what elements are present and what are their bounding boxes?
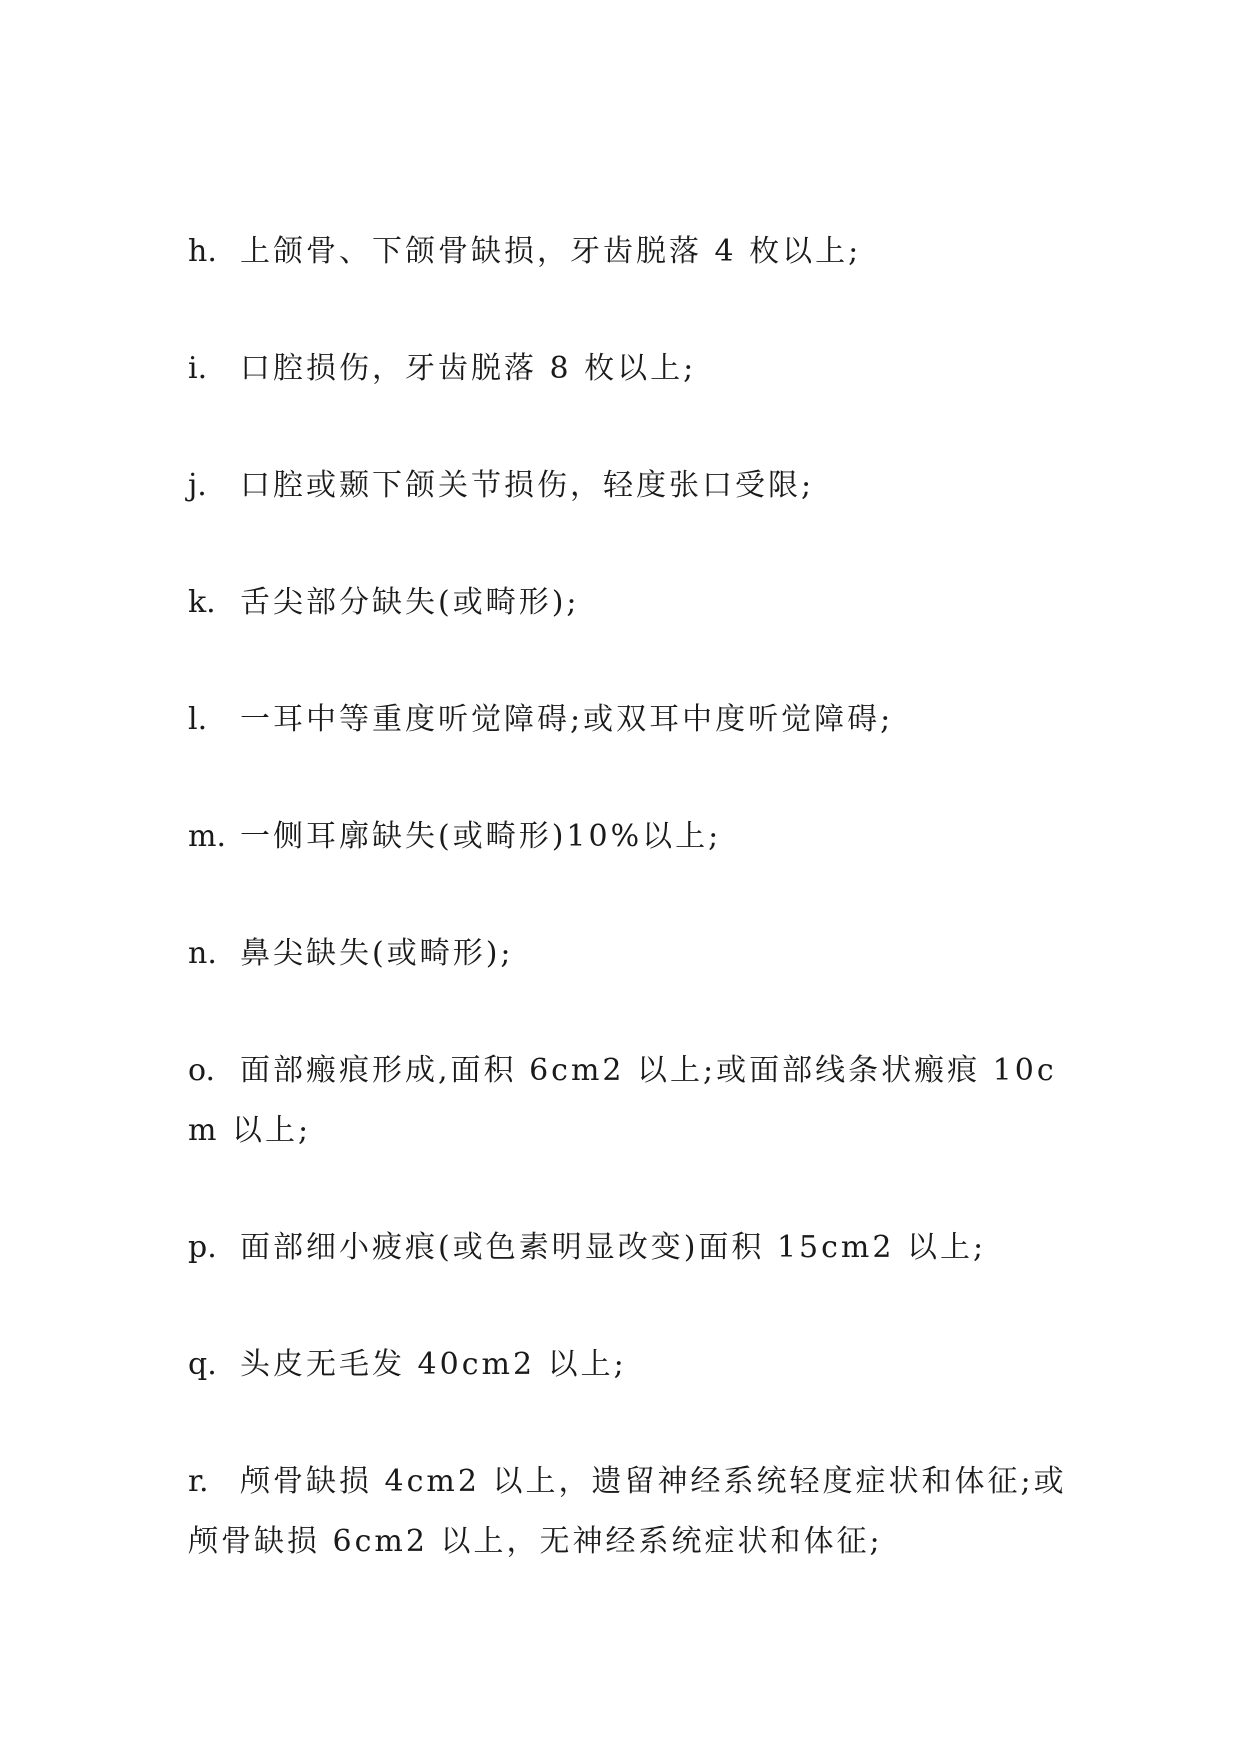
item-text: 一耳中等重度听觉障碍;或双耳中度听觉障碍; bbox=[240, 702, 894, 737]
item-text: 鼻尖缺失(或畸形); bbox=[240, 936, 514, 971]
item-marker: p. bbox=[188, 1230, 217, 1265]
item-text: 口腔或颞下颌关节损伤，轻度张口受限; bbox=[240, 468, 815, 503]
clause-list bbox=[188, 222, 1068, 1629]
item-marker: o. bbox=[188, 1053, 216, 1088]
item-marker: h. bbox=[188, 234, 217, 269]
item-text: 舌尖部分缺失(或畸形); bbox=[240, 585, 580, 620]
item-text: 一侧耳廓缺失(或畸形)10%以上; bbox=[240, 819, 722, 854]
list-item bbox=[188, 1218, 1068, 1278]
item-text: 口腔损伤，牙齿脱落 8 枚以上; bbox=[240, 351, 697, 386]
item-text: 面部瘢痕形成,面积 6cm2 以上;或面部线条状瘢痕 10cm 以上; bbox=[188, 1053, 1057, 1148]
item-marker: l. bbox=[188, 702, 208, 737]
list-item bbox=[188, 924, 1068, 984]
item-marker: q. bbox=[188, 1347, 217, 1382]
item-text: 头皮无毛发 40cm2 以上; bbox=[240, 1347, 627, 1382]
list-item bbox=[188, 222, 1068, 282]
item-marker: k. bbox=[188, 585, 216, 620]
list-item bbox=[188, 1335, 1068, 1395]
list-item bbox=[188, 339, 1068, 399]
item-marker: r. bbox=[188, 1464, 209, 1499]
item-marker: j. bbox=[188, 468, 207, 503]
item-marker: n. bbox=[188, 936, 217, 971]
item-text: 上颌骨、下颌骨缺损，牙齿脱落 4 枚以上; bbox=[240, 234, 862, 269]
item-text: 颅骨缺损 4cm2 以上，遗留神经系统轻度症状和体征;或颅骨缺损 6cm2 以上，无神经系统症状和体征; bbox=[188, 1464, 1067, 1559]
list-item bbox=[188, 573, 1068, 633]
list-item bbox=[188, 1452, 1068, 1572]
list-item bbox=[188, 456, 1068, 516]
item-marker: m. bbox=[188, 819, 226, 854]
item-marker: i. bbox=[188, 351, 208, 386]
list-item bbox=[188, 1041, 1068, 1161]
list-item bbox=[188, 807, 1068, 867]
item-text: 面部细小疲痕(或色素明显改变)面积 15cm2 以上; bbox=[240, 1230, 987, 1265]
list-item bbox=[188, 690, 1068, 750]
